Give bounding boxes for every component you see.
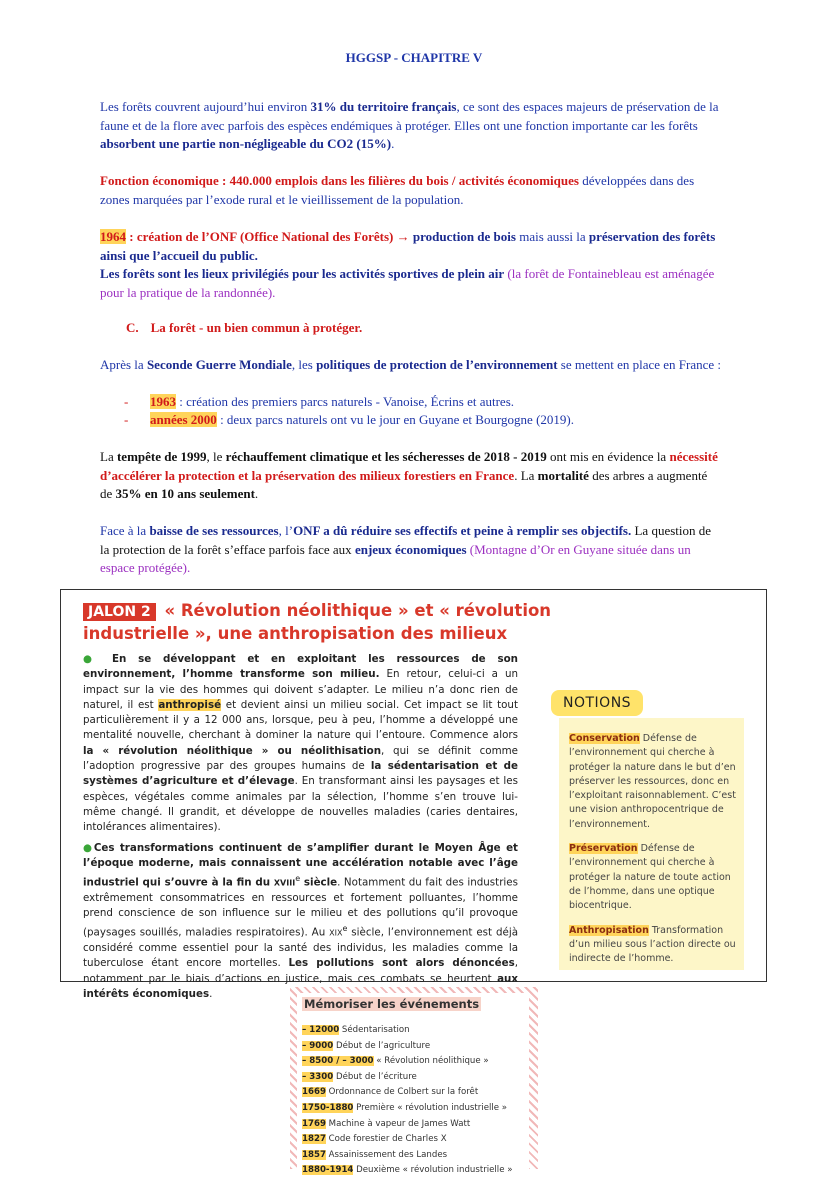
year-highlight: 1964: [100, 229, 126, 244]
excerpt-paragraph-1: ● En se développant et en exploitant les ressources de son environnement, l’homme transforme son milieu. En retour, celui-ci a un impact sur la vie des hommes qui doivent s’adapter. Le milieu n’a donc rien de naturel, il est anthropisé et devient ainsi un milieu social. Cet impact se lit tout particulièrement il y a 12 000 ans, lorsque, peu à peu, l’homme a développé une mentalité nouvelle, cherchant à dominer la nature qui l’entoure. Commence alors la « révolution néolithique » ou néolithisation, qui se définit comme l’adoption progressive par des groupes humains de la sédentarisation et de systèmes d’agriculture et d’élevage. En transformant ainsi les paysages et les espèces, végétales comme animales par la sélection, l’homme s’en trouve lui-même changé. Il grandit, et développe de nouvelles maladies (caries dentaires, intolérances alimentaires).: [83, 653, 519, 834]
event-list: [302, 1023, 512, 1179]
event-item: 1750-1880 Première « révolution industrielle »: [302, 1102, 508, 1113]
jalon-tag: JALON 2: [83, 603, 156, 621]
event-item: 1880-1914 Deuxième « révolution industrielle »: [302, 1165, 513, 1176]
event-item: – 3300 Début de l’écriture: [302, 1071, 417, 1082]
notion-item: Conservation Défense de l’environnement qui cherche à protéger la nature dans le but d’en préserver les ressources, donc en l’exploitant raisonnablement. C’est une vision anthropocentrique de l’environnement.: [569, 733, 736, 830]
jalon-heading: JALON 2 « Révolution néolithique » et « révolution industrielle », une anthropisation des milieux: [83, 601, 552, 643]
memoriser-title: Mémoriser les événements: [304, 997, 480, 1011]
list-item: - 1963 : création des premiers parcs naturels - Vanoise, Écrins et autres.: [124, 394, 514, 409]
event-item: 1669 Ordonnance de Colbert sur la forêt: [302, 1087, 479, 1098]
event-item: – 9000 Début de l’agriculture: [302, 1040, 431, 1051]
paragraph-storm-1999: La tempête de 1999, le réchauffement climatique et les sécheresses de 2018 - 2019 ont mis en évidence la nécessité d’accélérer la protection et la préservation des milieux forestiers en France. La mortalité des arbres a augmenté de 35% en 10 ans seulement.: [100, 449, 718, 501]
notion-item: Préservation Défense de l’environnement qui cherche à protéger la nature de toute action de l’homme, dans une optique biocentrique.: [569, 843, 731, 912]
notion-item: Anthropisation Transformation d’un milieu sous l’action directe ou indirecte de l’homme.: [569, 924, 736, 965]
page-title: HGGSP - CHAPITRE V: [345, 50, 483, 65]
section-heading-c: C. La forêt - un bien commun à protéger.: [126, 320, 363, 335]
paragraph-onf-resources: Face à la baisse de ses ressources, l’ONF a dû réduire ses effectifs et peine à remplir ses objectifs. La question de la protection de la forêt s’efface parfois face aux enjeux économiques (Montagne d’Or en Guyane située dans un espace protégée).: [100, 523, 712, 575]
excerpt-paragraph-2: ●Ces transformations continuent de s’amplifier durant le Moyen Âge et l’époque moderne, mais connaissent une accélération notable avec l’âge industriel qui s’ouvre à la fin du XVIIIe siècle. Notamment du fait des industries extrêmement consommatrices en ressources et fortement polluantes, l’homme prend conscience de son influence sur le milieu et des pollutions qu’il provoque (paysages souillés, maladies respiratoires). Au XIXe siècle, l’environnement est déjà considéré comme essentiel pour la santé des individus, les maladies comme la tuberculose étant encore mortelles. Les pollutions sont alors dénoncées, notamment par le biais d’actions en justice, mais ces combats se heurtent aux intérêts économiques.: [83, 841, 519, 1001]
event-item: – 8500 / – 3000 « Révolution néolithique »: [302, 1056, 489, 1067]
notions-box: [559, 695, 744, 970]
paragraph-onf-creation: 1964 : création de l’ONF (Office National des Forêts) → production de bois mais aussi la préservation des forêts ainsi que l’accueil du public. Les forêts sont les lieux privilégiés pour les activités sportives de plein air (la forêt de Fontainebleau est aménagée pour la pratique de la randonnée).: [100, 229, 716, 300]
notions-heading: NOTIONS: [551, 690, 643, 716]
event-item: 1857 Assainissement des Landes: [302, 1149, 448, 1160]
excerpt-body: [83, 652, 518, 1007]
event-item: 1769 Machine à vapeur de James Watt: [302, 1118, 471, 1129]
event-item: 1827 Code forestier de Charles X: [302, 1134, 447, 1145]
paragraph-postwar-policies: Après la Seconde Guerre Mondiale, les politiques de protection de l’environnement se mettent en place en France :: [100, 357, 722, 372]
paragraph-economic-function: Fonction économique : 440.000 emplois dans les filières du bois / activités économiques développées dans des zones marquées par l’exode rural et le vieillissement de la population.: [100, 173, 695, 207]
paragraph-forest-coverage: Les forêts couvrent aujourd’hui environ 31% du territoire français, ce sont des espaces majeurs de préservation de la faune et de la flore avec parfois des espèces endémiques à protéger. Elles ont une fonction importante car les forêts absorbent une partie non-négligeable du CO2 (15%).: [100, 99, 719, 151]
textbook-excerpt: [60, 589, 767, 1001]
memoriser-box: [290, 987, 538, 1176]
list-item: - années 2000 : deux parcs naturels ont vu le jour en Guyane et Bourgogne (2019).: [124, 412, 574, 427]
event-item: – 12000 Sédentarisation: [302, 1025, 410, 1035]
